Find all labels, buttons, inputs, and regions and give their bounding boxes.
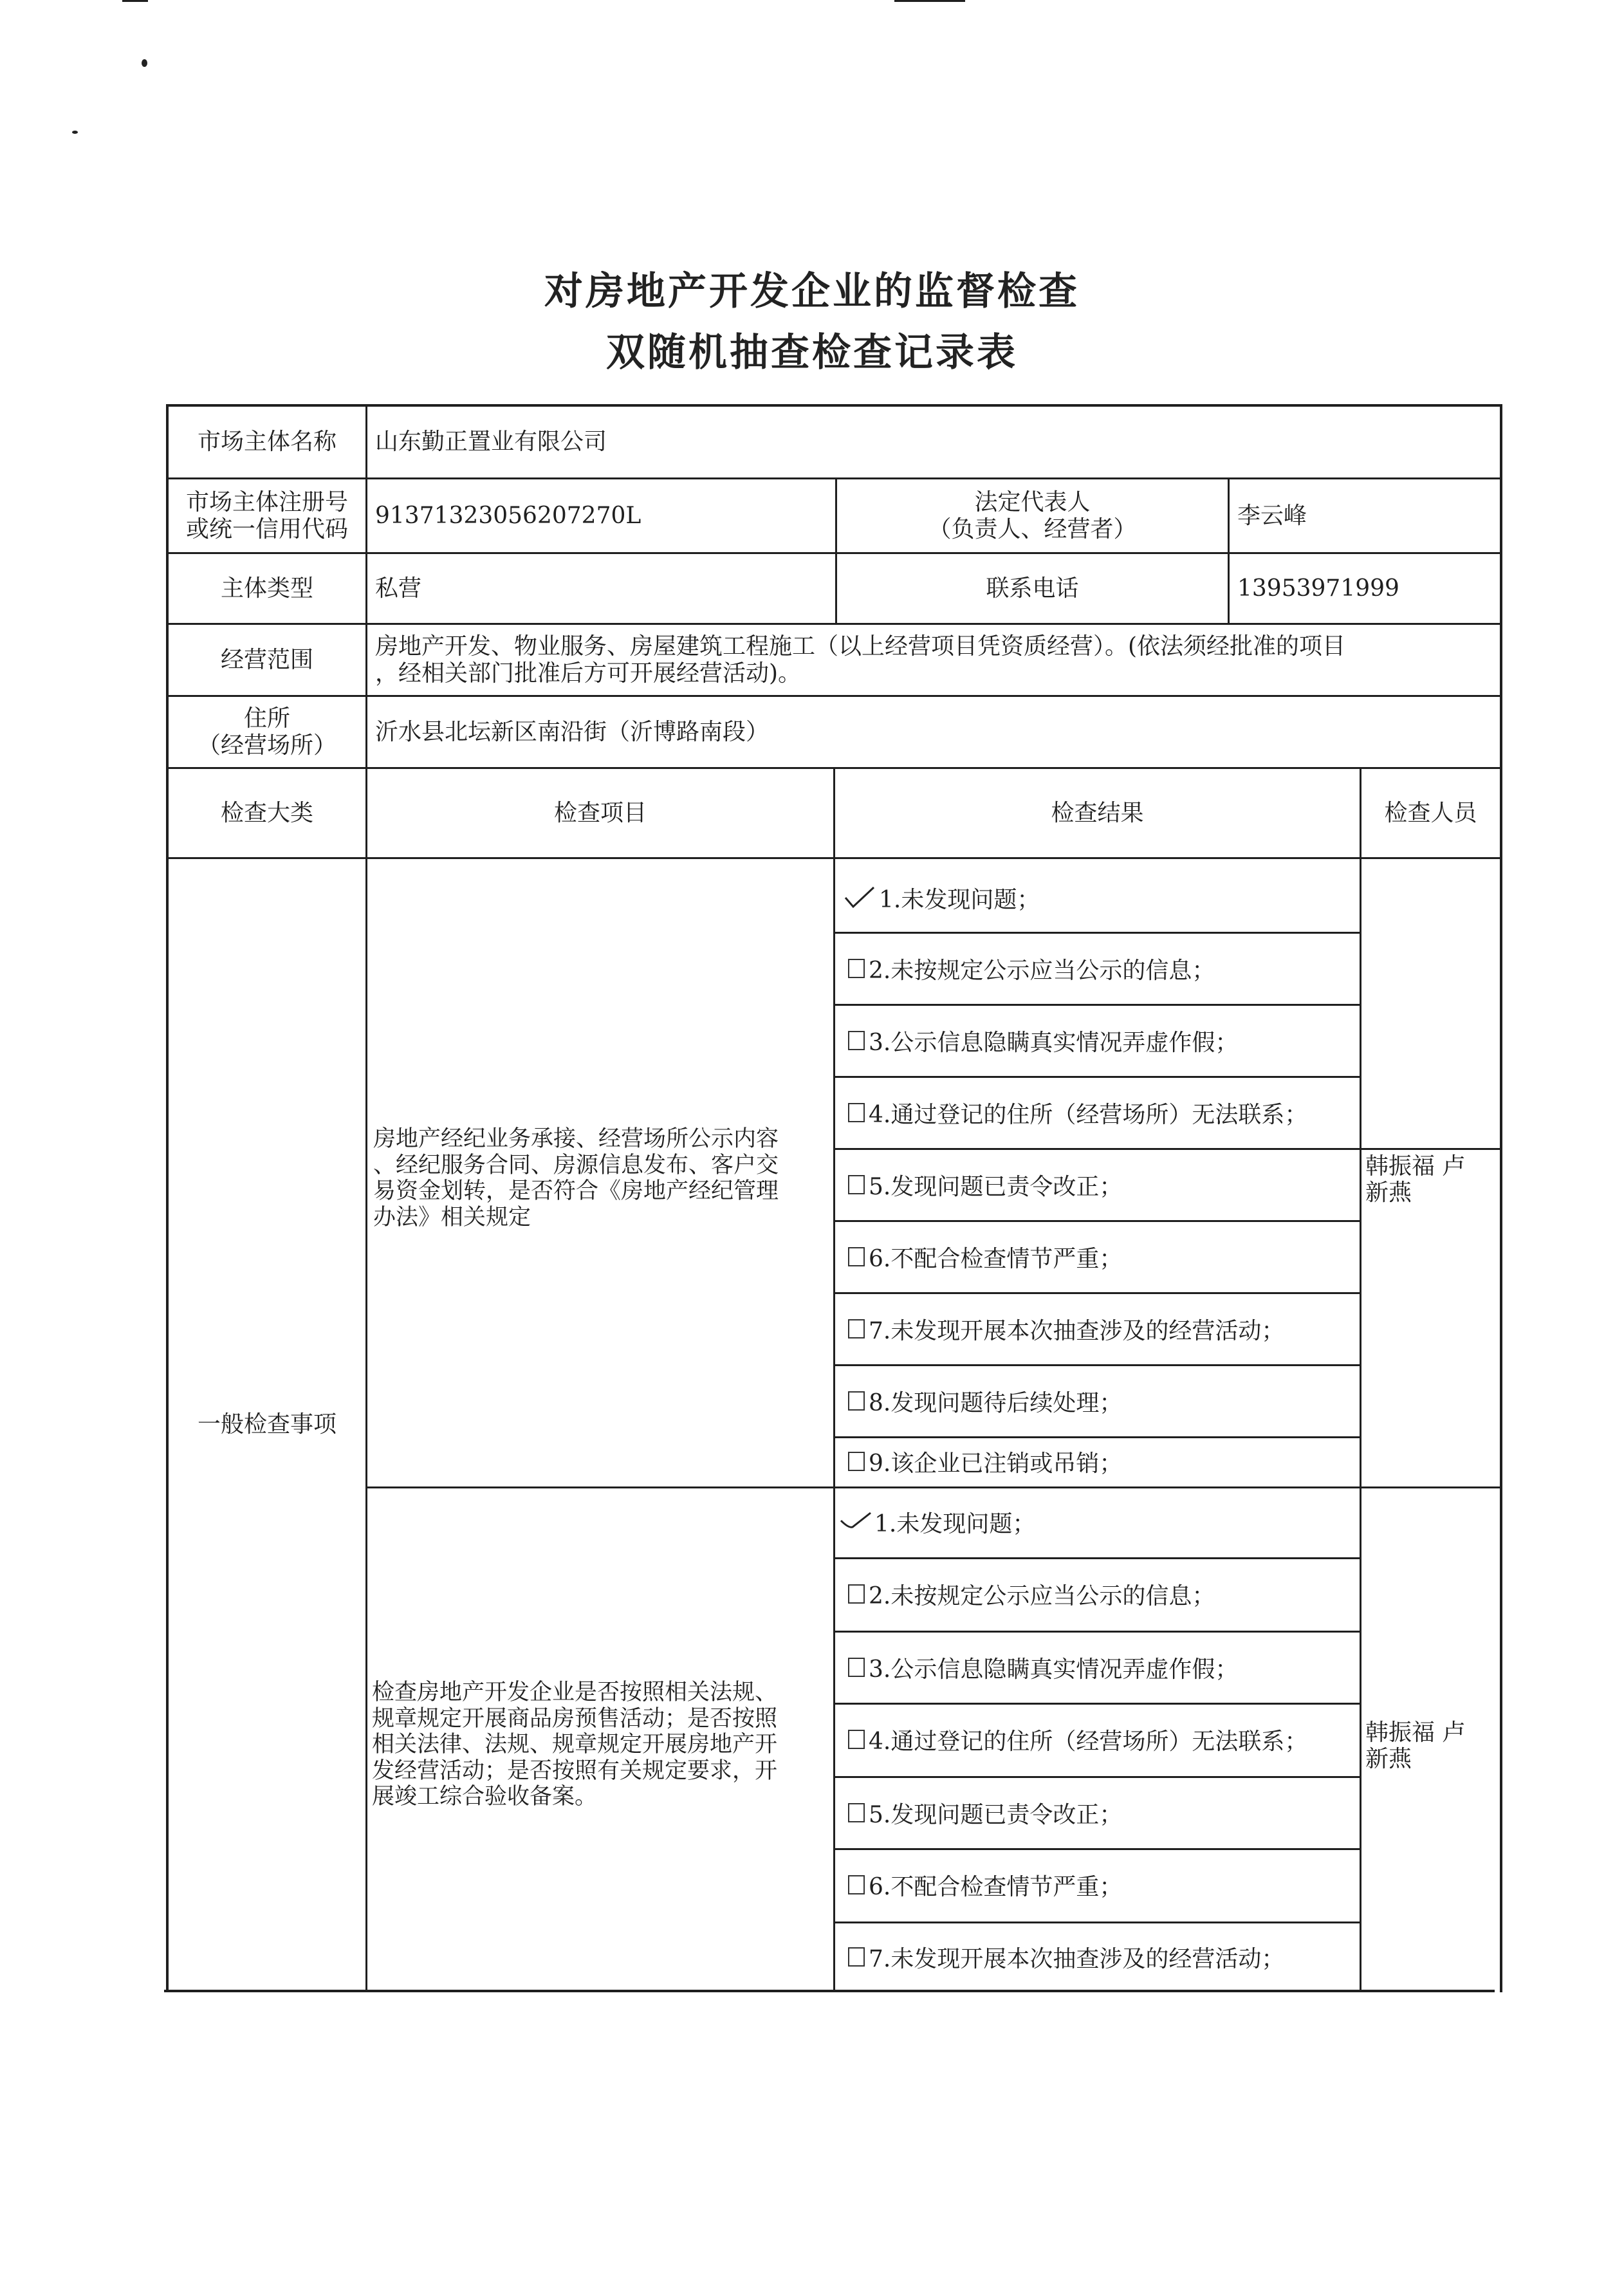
inspector-line: 韩振福 卢 [1365, 1719, 1466, 1746]
legal-rep-value: 李云峰 [1237, 502, 1307, 529]
option-label: 6.不配合检查情节严重； [869, 1245, 1123, 1272]
option-label: 5.发现问题已责令改正； [869, 1801, 1123, 1828]
option-label: 2.未按规定公示应当公示的信息； [869, 957, 1215, 984]
checkbox-icon[interactable] [848, 1947, 865, 1967]
s2-option-5[interactable] [848, 1790, 1122, 1835]
option-label: 3.公示信息隐瞒真实情况弄虚作假； [869, 1656, 1239, 1683]
address-label-line2: （经营场所） [197, 732, 337, 759]
checkmark-icon [840, 1509, 873, 1535]
inspector-line: 新燕 [1365, 1180, 1412, 1207]
entity-type-value: 私营 [375, 575, 422, 602]
checkbox-icon[interactable] [848, 1103, 865, 1122]
s1-option-9[interactable] [848, 1440, 1122, 1483]
option-label: 5.发现问题已责令改正； [869, 1173, 1123, 1200]
option-label: 3.公示信息隐瞒真实情况弄虚作假； [869, 1029, 1239, 1056]
s1-option-8[interactable] [848, 1378, 1122, 1423]
reg-code-label-line2: 或统一信用代码 [185, 515, 348, 542]
checkbox-icon[interactable] [848, 1031, 865, 1050]
checkbox-icon[interactable] [848, 1658, 865, 1677]
section-2-desc-line: 检查房地产开发企业是否按照相关法规、 [372, 1680, 778, 1705]
option-label: 6.不配合检查情节严重； [869, 1873, 1123, 1900]
section-1-inspectors [1365, 1153, 1465, 1207]
s2-option-6[interactable] [848, 1862, 1122, 1907]
s1-option-2[interactable] [848, 946, 1215, 991]
section-2-description [372, 1680, 830, 1810]
legal-rep-label-line2: （负责人、经营者） [928, 515, 1137, 542]
checkbox-icon[interactable] [848, 1584, 865, 1604]
s2-option-2[interactable] [848, 1571, 1215, 1616]
s1-option-5[interactable] [848, 1162, 1122, 1207]
s2-option-1[interactable] [840, 1499, 1035, 1544]
scan-speck [142, 59, 147, 67]
section-2-desc-line: 发经营活动；是否按照有关规定要求，开 [372, 1757, 778, 1784]
checkbox-icon[interactable] [848, 1175, 865, 1194]
section-2-desc-line: 相关法律、法规、规章规定开展房地产开 [372, 1732, 778, 1758]
checkbox-icon[interactable] [848, 1803, 865, 1822]
page-subtitle: 双随机抽查检查记录表 [606, 330, 1018, 375]
business-scope-line1: 房地产开发、物业服务、房屋建筑工程施工（以上经营项目凭资质经营）。(依法须经批准的项目 [375, 633, 1346, 660]
scan-mark [894, 0, 965, 2]
business-scope-value [367, 625, 1500, 695]
option-label: 7.未发现开展本次抽查涉及的经营活动； [869, 1945, 1285, 1972]
option-label: 7.未发现开展本次抽查涉及的经营活动； [869, 1317, 1285, 1344]
s2-option-3[interactable] [848, 1645, 1238, 1690]
inspector-line: 新燕 [1365, 1746, 1412, 1773]
s1-option-4[interactable] [848, 1090, 1307, 1135]
option-label: 1.未发现问题； [874, 1510, 1036, 1537]
reg-code-label-line1: 市场主体注册号 [185, 489, 348, 516]
page-title: 对房地产开发企业的监督检查 [544, 269, 1080, 314]
header-item: 检查项目 [553, 799, 647, 826]
checkbox-icon[interactable] [848, 1391, 865, 1411]
legal-rep-label-line1: 法定代表人 [974, 489, 1091, 516]
header-category: 检查大类 [220, 799, 313, 826]
scan-speck [72, 131, 78, 134]
company-name-label: 市场主体名称 [197, 429, 337, 456]
header-inspector: 检查人员 [1384, 799, 1477, 826]
option-label: 2.未按规定公示应当公示的信息； [869, 1582, 1215, 1609]
checkbox-icon[interactable] [848, 959, 865, 978]
header-result: 检查结果 [1051, 799, 1144, 826]
checkbox-icon[interactable] [848, 1247, 865, 1266]
scan-mark [122, 0, 148, 2]
address-value: 沂水县北坛新区南沿街（沂博路南段） [375, 718, 770, 745]
option-label: 4.通过登记的住所（经营场所）无法联系； [869, 1101, 1308, 1128]
s2-option-7[interactable] [848, 1934, 1284, 1979]
reg-code-value: 91371323056207270L [375, 502, 641, 529]
phone-value: 13953971999 [1237, 575, 1399, 602]
reg-code-label [169, 479, 365, 552]
address-label [169, 697, 365, 767]
s1-option-6[interactable] [848, 1234, 1122, 1279]
s1-option-1[interactable] [844, 875, 1040, 920]
section-2-desc-line: 展竣工综合验收备案。 [372, 1784, 598, 1810]
section-2-desc-line: 规章规定开展商品房预售活动；是否按照 [372, 1705, 778, 1732]
s2-option-4[interactable] [848, 1717, 1307, 1762]
checkbox-icon[interactable] [848, 1730, 865, 1749]
company-name-value: 山东勤正置业有限公司 [375, 429, 607, 456]
entity-type-label: 主体类型 [220, 575, 313, 602]
legal-rep-label [837, 479, 1228, 552]
section-1-desc-line: 易资金划转，是否符合《房地产经纪管理 [373, 1178, 779, 1205]
s1-option-3[interactable] [848, 1018, 1238, 1063]
address-label-line1: 住所 [243, 705, 290, 732]
inspector-line: 韩振福 卢 [1365, 1153, 1466, 1180]
section-2-inspectors [1365, 1719, 1465, 1773]
option-label: 8.发现问题待后续处理； [869, 1389, 1123, 1416]
category-general: 一般检查事项 [197, 1411, 337, 1438]
section-1-desc-line: 房地产经纪业务承接、经营场所公示内容 [373, 1126, 779, 1152]
checkbox-icon[interactable] [848, 1875, 865, 1894]
s1-option-7[interactable] [848, 1306, 1284, 1351]
option-label: 9.该企业已注销或吊销； [869, 1450, 1123, 1477]
section-1-desc-line: 、经纪服务合同、房源信息发布、客户交 [373, 1152, 779, 1178]
business-scope-line2: ，经相关部门批准后方可开展经营活动)。 [375, 660, 802, 687]
option-label: 4.通过登记的住所（经营场所）无法联系； [869, 1728, 1308, 1755]
option-label: 1.未发现问题； [879, 886, 1040, 913]
section-1-desc-line: 办法》相关规定 [373, 1204, 531, 1230]
checkmark-icon [844, 885, 878, 911]
section-1-description [373, 1126, 830, 1230]
phone-label: 联系电话 [986, 575, 1079, 602]
checkbox-icon[interactable] [848, 1319, 865, 1338]
checkbox-icon[interactable] [848, 1452, 865, 1471]
business-scope-label: 经营范围 [220, 646, 313, 673]
